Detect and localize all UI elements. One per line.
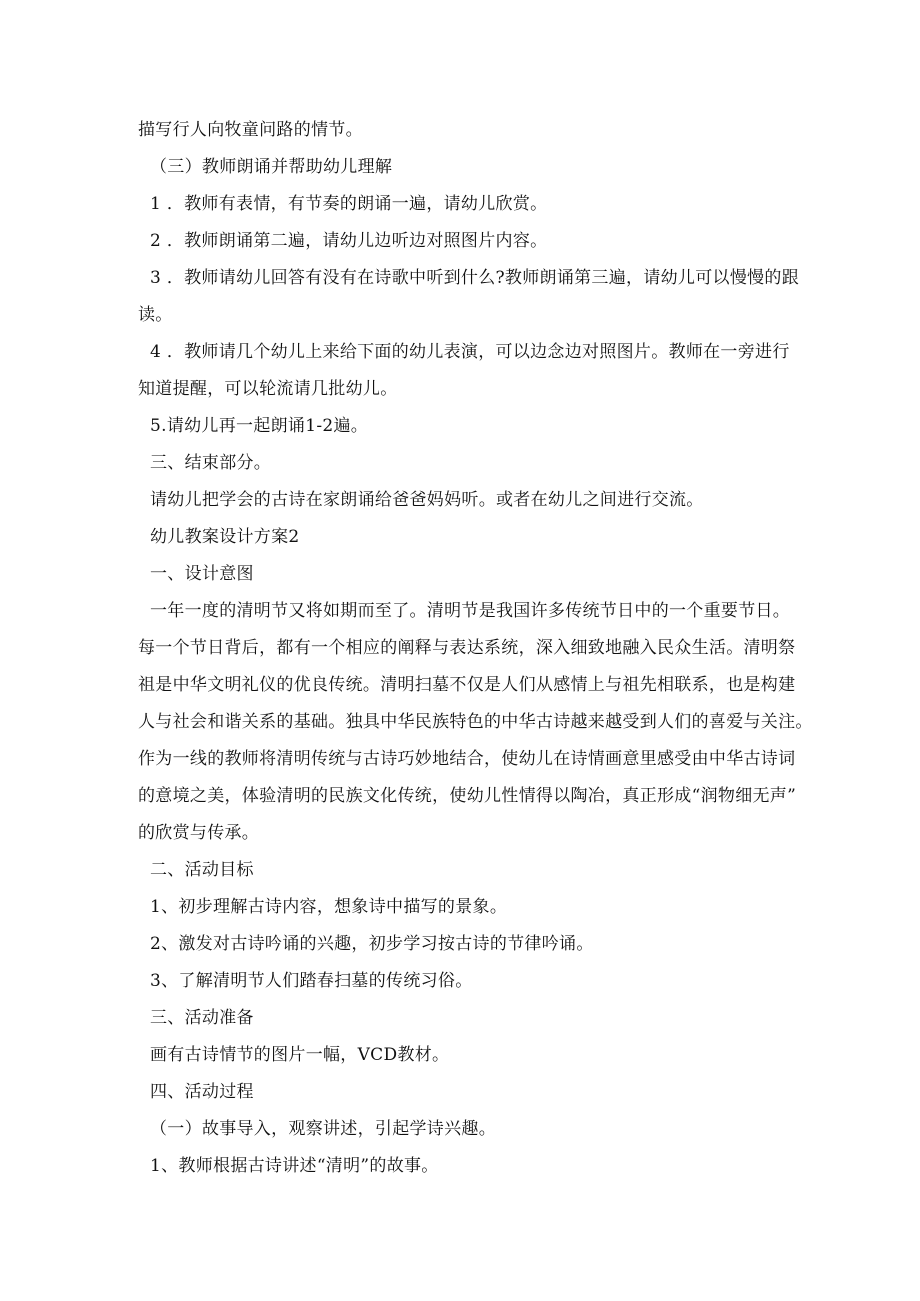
paragraph-line-4: 人与社会和谐关系的基础。独具中华民族特色的中华古诗越来越受到人们的喜爱与关注。 xyxy=(138,712,813,732)
paragraph-line-7: 的欣赏与传承。 xyxy=(138,823,260,843)
list-item-4-continued: 知道提醒，可以轮流请几批幼儿。 xyxy=(138,379,398,399)
subsection-heading-3: （三）教师朗诵并帮助幼儿理解 xyxy=(150,157,393,177)
list-item-5: 5.请幼儿再一起朗诵1-2遍。 xyxy=(150,416,369,436)
process-item-1: 1、教师根据古诗讲述“清明”的故事。 xyxy=(150,1156,439,1176)
paragraph-line-3: 祖是中华文明礼仪的优良传统。清明扫墓不仅是人们从感情上与祖先相联系，也是构建 xyxy=(138,675,796,695)
preparation-text: 画有古诗情节的图片一幅，VCD教材。 xyxy=(150,1045,450,1065)
text-line-1: 描写行人向牧童问路的情节。 xyxy=(138,120,363,140)
subsection-heading-1: （一）故事导入，观察讲述，引起学诗兴趣。 xyxy=(150,1119,496,1139)
text-line-ending: 请幼儿把学会的古诗在家朗诵给爸爸妈妈听。或者在幼儿之间进行交流。 xyxy=(150,490,704,510)
section-heading-goals: 二、活动目标 xyxy=(150,860,254,880)
list-item-3: 3 ．教师请幼儿回答有没有在诗歌中听到什么?教师朗诵第三遍，请幼儿可以慢慢的跟 xyxy=(150,268,800,288)
section-heading-process: 四、活动过程 xyxy=(150,1082,254,1102)
plan-title-2: 幼儿教案设计方案2 xyxy=(150,527,300,547)
paragraph-line-5: 作为一线的教师将清明传统与古诗巧妙地结合，使幼儿在诗情画意里感受由中华古诗词 xyxy=(138,749,796,769)
paragraph-line-6: 的意境之美，体验清明的民族文化传统，使幼儿性情得以陶冶，真正形成“润物细无声” xyxy=(138,786,797,806)
list-item-3-continued: 读。 xyxy=(138,305,173,325)
list-item-1: 1 ．教师有表情，有节奏的朗诵一遍，请幼儿欣赏。 xyxy=(150,194,548,214)
section-heading-preparation: 三、活动准备 xyxy=(150,1008,254,1028)
goal-item-3: 3、了解清明节人们踏春扫墓的传统习俗。 xyxy=(150,971,473,991)
goal-item-1: 1、初步理解古诗内容，想象诗中描写的景象。 xyxy=(150,897,508,917)
list-item-4: 4 ．教师请几个幼儿上来给下面的幼儿表演，可以边念边对照图片。教师在一旁进行 xyxy=(150,342,790,362)
section-heading-ending: 三、结束部分。 xyxy=(150,453,272,473)
paragraph-line-1: 一年一度的清明节又将如期而至了。清明节是我国许多传统节日中的一个重要节日。 xyxy=(150,601,791,621)
paragraph-line-2: 每一个节日背后，都有一个相应的阐释与表达系统，深入细致地融入民众生活。清明祭 xyxy=(138,638,796,658)
list-item-2: 2 ．教师朗诵第二遍，请幼儿边听边对照图片内容。 xyxy=(150,231,548,251)
section-heading-design-intent: 一、设计意图 xyxy=(150,564,254,584)
goal-item-2: 2、激发对古诗吟诵的兴趣，初步学习按古诗的节律吟诵。 xyxy=(150,934,594,954)
